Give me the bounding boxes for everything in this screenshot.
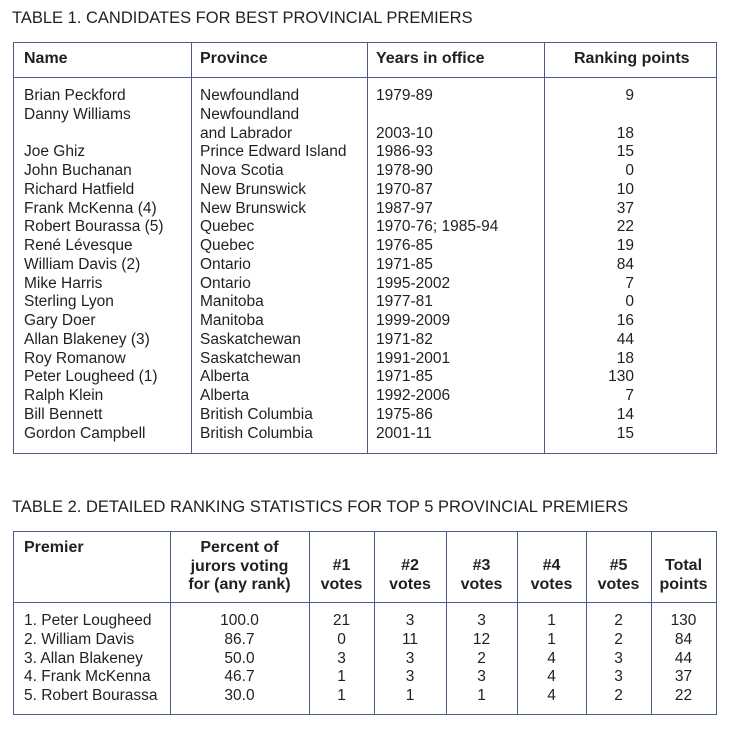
- premier-name-cell: Frank McKenna (4): [24, 199, 157, 217]
- province-cell: British Columbia: [200, 424, 313, 442]
- header-fifth-votes: #5 votes: [597, 557, 640, 593]
- total-points-cell: 44: [674, 649, 693, 667]
- years-cell: 1971-85: [376, 368, 433, 386]
- fourth-votes-column: [517, 612, 586, 706]
- years-cell: 1979-89: [376, 87, 433, 104]
- column-divider: [544, 43, 545, 453]
- points-cell: [574, 106, 634, 125]
- header-premier: Premier: [24, 539, 84, 556]
- province-cell: Prince Edward Island: [200, 143, 347, 161]
- fifth-votes-cell: 3: [614, 668, 623, 686]
- province-cell: New Brunswick: [200, 180, 306, 198]
- premier-name-cell: Roy Romanow: [24, 349, 126, 367]
- points-cell: 14: [616, 405, 634, 423]
- province-cell: Saskatchewan: [200, 330, 301, 348]
- points-cell: 9: [625, 87, 634, 104]
- fourth-votes-cell: 1: [547, 630, 556, 648]
- third-votes-cell: 1: [477, 687, 486, 704]
- premier-cell: 2. William Davis: [24, 630, 135, 648]
- province-cell: Alberta: [200, 368, 250, 386]
- points-cell: 18: [616, 124, 634, 142]
- years-cell: 1975-86: [376, 405, 433, 423]
- header-province: Province: [200, 50, 268, 67]
- points-cell: 22: [616, 218, 634, 236]
- second-votes-cell: 3: [405, 649, 415, 667]
- province-cell: Manitoba: [200, 293, 264, 311]
- years-cell: 1995-2002: [376, 274, 451, 292]
- third-votes-cell: 12: [472, 630, 491, 648]
- header-name: Name: [24, 50, 68, 67]
- premier-cell: 3. Allan Blakeney: [24, 649, 143, 667]
- header-divider: [14, 602, 716, 603]
- fourth-votes-cell: 4: [547, 668, 556, 686]
- points-cell: 19: [616, 237, 634, 254]
- fifth-votes-cell: 2: [614, 687, 623, 704]
- points-cell: 44: [616, 330, 634, 348]
- header-second-votes: #2 votes: [389, 557, 431, 593]
- percent-cell: 100.0: [220, 612, 259, 629]
- premier-name-cell: John Buchanan: [24, 162, 132, 179]
- premier-name-cell: Danny Williams: [24, 105, 131, 123]
- second-votes-cell: 3: [405, 668, 415, 686]
- points-cell: 84: [616, 255, 634, 273]
- premier-name-cell: Robert Bourassa (5): [24, 218, 164, 236]
- third-votes-column: [446, 612, 517, 706]
- percent-cell: 50.0: [224, 649, 255, 667]
- province-cell: Ontario: [200, 255, 251, 273]
- years-cell: 1991-2001: [376, 349, 451, 367]
- premier-name-cell: Sterling Lyon: [24, 293, 114, 311]
- years-column: [376, 87, 498, 443]
- first-votes-cell: 1: [337, 668, 346, 686]
- province-cell: Alberta: [200, 387, 250, 404]
- third-votes-cell: 3: [477, 668, 486, 686]
- premier-name-cell: William Davis (2): [24, 255, 141, 273]
- years-cell: [376, 106, 498, 125]
- premier-name-cell: Bill Bennett: [24, 405, 103, 423]
- column-divider: [191, 43, 192, 453]
- header-percent-voting: Percent of jurors voting for (any rank): [188, 539, 291, 593]
- third-votes-cell: 3: [477, 612, 486, 629]
- ranking-statistics-table: [13, 531, 717, 715]
- points-cell: 15: [616, 424, 634, 442]
- fifth-votes-cell: 2: [614, 612, 623, 629]
- years-cell: 1999-2009: [376, 312, 451, 329]
- years-cell: 1971-82: [376, 330, 433, 348]
- premier-name-cell: Brian Peckford: [24, 87, 126, 104]
- province-cell: Nova Scotia: [200, 162, 284, 179]
- header-years: Years in office: [376, 50, 485, 67]
- points-cell: 7: [625, 274, 634, 292]
- second-votes-cell: 3: [405, 612, 415, 629]
- fourth-votes-cell: 1: [547, 612, 556, 629]
- fifth-votes-column: [586, 612, 651, 706]
- years-cell: 2003-10: [376, 124, 433, 142]
- second-votes-cell: 11: [401, 630, 419, 648]
- points-cell: 0: [625, 293, 634, 311]
- header-first-votes: #1 votes: [320, 557, 363, 593]
- years-cell: 1971-85: [376, 255, 433, 273]
- premier-name-cell: Allan Blakeney (3): [24, 330, 150, 348]
- first-votes-cell: 21: [332, 612, 351, 629]
- percent-cell: 30.0: [224, 687, 255, 704]
- premier-cell: 1. Peter Lougheed: [24, 612, 152, 629]
- third-votes-cell: 2: [477, 649, 486, 667]
- years-cell: 1976-85: [376, 237, 433, 254]
- years-cell: 1970-87: [376, 180, 433, 198]
- province-cell: British Columbia: [200, 405, 313, 423]
- second-votes-column: [374, 612, 446, 706]
- years-cell: 1986-93: [376, 143, 433, 161]
- table2-title: TABLE 2. DETAILED RANKING STATISTICS FOR TOP 5 PROVINCIAL PREMIERS: [12, 498, 629, 516]
- name-column: [24, 87, 164, 443]
- province-cell: and Labrador: [200, 124, 293, 142]
- premier-name-cell: Mike Harris: [24, 274, 103, 292]
- points-cell: 15: [616, 143, 634, 161]
- points-cell: 0: [625, 162, 634, 179]
- premier-name-cell: Gary Doer: [24, 312, 96, 329]
- first-votes-cell: 0: [337, 630, 346, 648]
- years-cell: 1970-76; 1985-94: [376, 218, 499, 236]
- years-cell: 1977-81: [376, 293, 433, 311]
- fifth-votes-cell: 3: [614, 649, 623, 667]
- percent-column: [170, 612, 309, 706]
- fourth-votes-cell: 4: [547, 687, 556, 704]
- years-cell: 1987-97: [376, 199, 433, 217]
- points-cell: 18: [616, 349, 634, 367]
- total-points-column: [651, 612, 716, 706]
- premier-candidates-table: [13, 42, 717, 454]
- percent-cell: 46.7: [224, 668, 255, 686]
- province-cell: Quebec: [200, 237, 255, 254]
- header-fourth-votes: #4 votes: [530, 557, 573, 593]
- points-cell: 7: [625, 387, 634, 404]
- fifth-votes-cell: 2: [614, 630, 623, 648]
- province-cell: Quebec: [200, 218, 255, 236]
- points-cell: 130: [608, 368, 634, 386]
- province-cell: Manitoba: [200, 312, 264, 329]
- first-votes-cell: 1: [337, 687, 346, 704]
- points-cell: 10: [616, 180, 634, 198]
- premier-name-cell: Richard Hatfield: [24, 180, 135, 198]
- province-cell: Ontario: [200, 274, 251, 292]
- header-total-points: Total points: [659, 557, 708, 593]
- premier-name-cell: Gordon Campbell: [24, 424, 146, 442]
- points-column: [574, 87, 634, 443]
- column-divider: [367, 43, 368, 453]
- table1-title: TABLE 1. CANDIDATES FOR BEST PROVINCIAL PREMIERS: [12, 9, 473, 27]
- first-votes-cell: 3: [337, 649, 346, 667]
- premier-cell: 5. Robert Bourassa: [24, 687, 158, 704]
- header-third-votes: #3 votes: [460, 557, 503, 593]
- total-points-cell: 84: [674, 630, 693, 648]
- points-cell: 16: [616, 312, 634, 329]
- province-cell: Saskatchewan: [200, 349, 301, 367]
- premier-name-cell: Peter Lougheed (1): [24, 368, 158, 386]
- header-divider: [14, 77, 716, 78]
- first-votes-column: [309, 612, 374, 706]
- years-cell: 1992-2006: [376, 387, 451, 404]
- province-cell: Newfoundland: [200, 105, 300, 123]
- years-cell: 2001-11: [376, 424, 432, 442]
- province-column: [200, 87, 346, 443]
- years-cell: 1978-90: [376, 162, 433, 179]
- second-votes-cell: 1: [405, 687, 415, 704]
- province-cell: New Brunswick: [200, 199, 306, 217]
- total-points-cell: 37: [674, 668, 693, 686]
- total-points-cell: 22: [674, 687, 693, 704]
- province-cell: Newfoundland: [200, 87, 300, 104]
- points-cell: 37: [616, 199, 634, 217]
- premier-name-cell: René Lévesque: [24, 237, 133, 254]
- premier-name-cell: Joe Ghiz: [24, 143, 86, 161]
- premier-column: [24, 612, 158, 706]
- percent-cell: 86.7: [224, 630, 255, 648]
- premier-name-cell: Ralph Klein: [24, 387, 104, 404]
- fourth-votes-cell: 4: [547, 649, 556, 667]
- premier-cell: 4. Frank McKenna: [24, 668, 151, 686]
- header-ranking-points: Ranking points: [574, 50, 690, 67]
- premier-name-cell: [24, 125, 164, 144]
- total-points-cell: 130: [670, 612, 697, 629]
